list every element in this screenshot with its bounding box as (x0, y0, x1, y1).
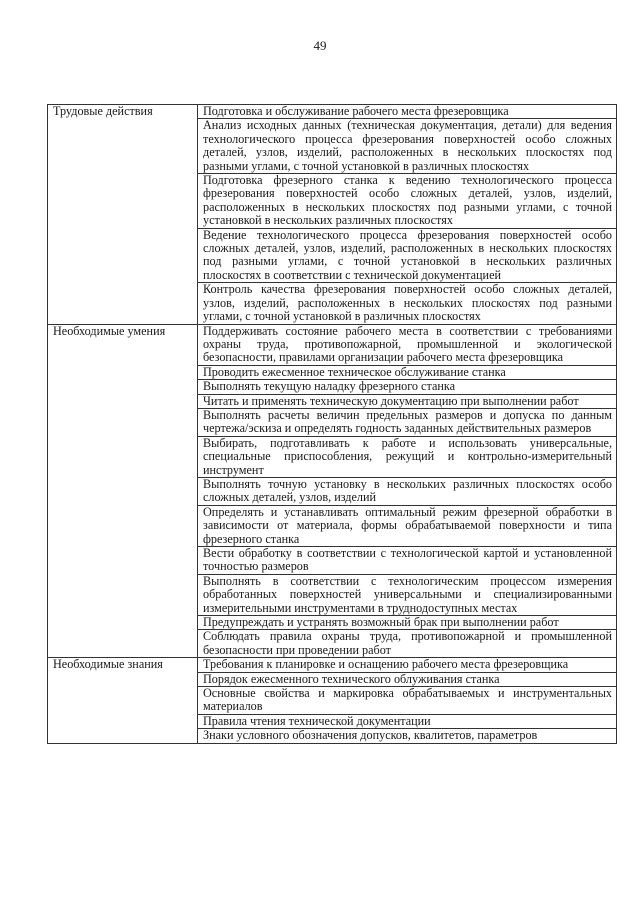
table-cell: Контроль качества фрезерования поверхностей особо сложных деталей, узлов, изделий, расположенных в нескольких плоскостях под разными углами, с точной установкой в различных плоскостях (198, 283, 617, 324)
table-cell: Ведение технологического процесса фрезерования поверхностей особо сложных деталей, узлов, изделий, расположенных в нескольких плоскостях под разными углами, с точной установкой в нескольких различных плоскостях в соответствии с технической документацией (198, 228, 617, 283)
table-cell: Выполнять точную установку в нескольких различных плоскостях особо сложных деталей, узлов, изделий (198, 477, 617, 505)
table-cell: Основные свойства и маркировка обрабатываемых и инструментальных материалов (198, 687, 617, 715)
table-row (48, 324, 617, 365)
table-cell: Выбирать, подготавливать к работе и использовать универсальные, специальные приспособления, режущий и контрольно-измерительный инструмент (198, 436, 617, 477)
section-label: Трудовые действия (48, 105, 198, 325)
table-cell: Порядок ежесменного технического облуживания станка (198, 672, 617, 686)
table-cell: Выполнять текущую наладку фрезерного станка (198, 380, 617, 394)
table-row (48, 105, 617, 119)
section-label: Необходимые умения (48, 324, 198, 658)
table-cell: Анализ исходных данных (техническая документация, детали) для ведения технологического процесса фрезерования поверхностей особо сложных деталей, узлов, изделий, расположенных в нескольких плоскостях под разными углами, с точной установкой в различных плоскостях (198, 119, 617, 174)
table-cell: Предупреждать и устранять возможный брак при выполнении работ (198, 616, 617, 630)
table-cell: Выполнять расчеты величин предельных размеров и допуска по данным чертежа/эскиза и определять годность заданных действительных размеров (198, 408, 617, 436)
table-cell: Правила чтения технической документации (198, 714, 617, 728)
table-cell: Соблюдать правила охраны труда, противопожарной и промышленной безопасности при проведении работ (198, 630, 617, 658)
table-cell: Проводить ежесменное техническое обслуживание станка (198, 365, 617, 379)
table-cell: Знаки условного обозначения допусков, квалитетов, параметров (198, 729, 617, 743)
table-cell: Требования к планировке и оснащению рабочего места фрезеровщика (198, 658, 617, 672)
table-cell: Подготовка и обслуживание рабочего места фрезеровщика (198, 105, 617, 119)
table-row (48, 658, 617, 672)
table-cell: Выполнять в соответствии с технологическим процессом измерения обработанных поверхностей универсальными и специализированными измерительными инструментами в труднодоступных местах (198, 574, 617, 615)
page-number: 49 (313, 38, 327, 53)
table-cell: Читать и применять техническую документацию при выполнении работ (198, 394, 617, 408)
table-cell: Определять и устанавливать оптимальный режим фрезерной обработки в зависимости от материала, формы обрабатываемой поверхности и типа фрезерного станка (198, 505, 617, 546)
section-label: Необходимые знания (48, 658, 198, 743)
competency-table (47, 104, 617, 744)
table-cell: Вести обработку в соответствии с технологической картой и установленной точностью размеров (198, 547, 617, 575)
table-cell: Подготовка фрезерного станка к ведению технологического процесса фрезерования поверхностей особо сложных деталей, узлов, изделий, расположенных в нескольких плоскостях под разными углами, с точной установкой в нескольких различных плоскостях (198, 174, 617, 229)
table-cell: Поддерживать состояние рабочего места в соответствии с требованиями охраны труда, противопожарной, промышленной и экологической безопасности, правилами организации рабочего места фрезеровщика (198, 324, 617, 365)
